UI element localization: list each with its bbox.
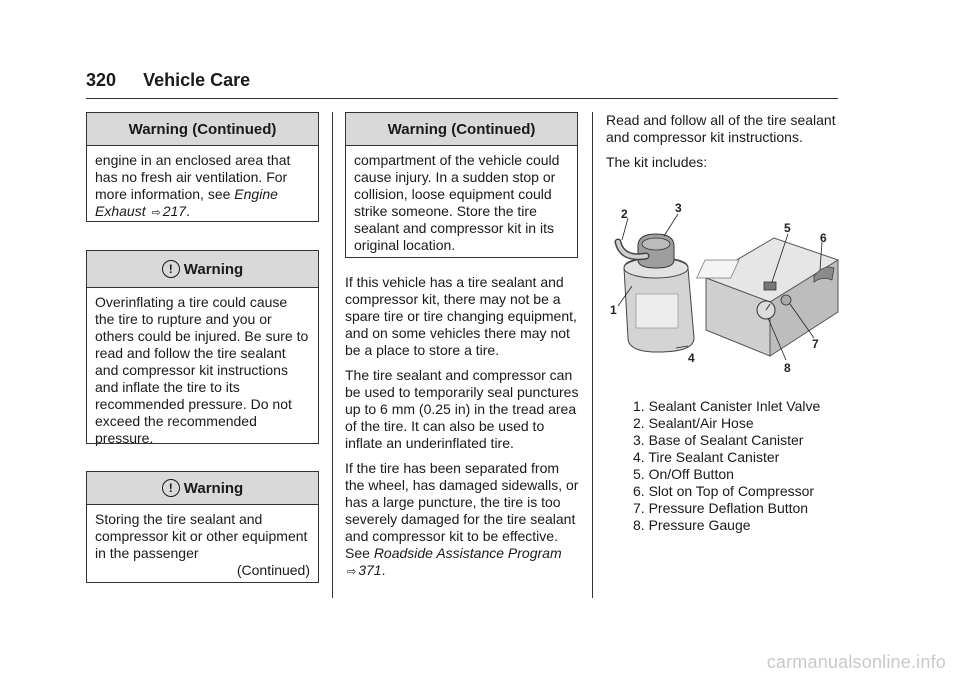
warning-text: Storing the tire sealant and compressor kit or other equipment in the passenger bbox=[95, 511, 308, 561]
roadside-assistance-link[interactable] bbox=[345, 545, 562, 578]
paragraph-3 bbox=[345, 460, 581, 581]
kit-parts-list bbox=[633, 398, 820, 534]
warning-text: engine in an enclosed area that has no fresh air ventilation. For more information, see bbox=[95, 152, 291, 202]
link-page: 371 bbox=[358, 562, 382, 578]
warning-box-header bbox=[87, 251, 318, 288]
warning-box-body bbox=[87, 505, 318, 585]
callout-8: 8 bbox=[784, 361, 791, 375]
column-divider-right bbox=[592, 112, 593, 598]
callout-1: 1 bbox=[610, 303, 617, 317]
warning-box-storing bbox=[86, 471, 319, 583]
list-item: 1. Sealant Canister Inlet Valve bbox=[633, 398, 821, 414]
callout-6: 6 bbox=[820, 231, 827, 245]
section-title: Vehicle Care bbox=[143, 70, 251, 90]
warning-text: compartment of the vehicle could cause injury. In a sudden stop or collision, loose equipment could strike someone. Store the tire sealant and compressor kit in its original location. bbox=[354, 152, 560, 253]
warning-box-title: Warning (Continued) bbox=[346, 113, 577, 146]
continued-label: (Continued) bbox=[236, 562, 310, 578]
warning-box-title: Warning (Continued) bbox=[87, 113, 318, 146]
warning-box-header bbox=[87, 472, 318, 505]
link-label: Engine Exhaust bbox=[95, 186, 278, 219]
warning-box-overinflating bbox=[86, 250, 319, 444]
page-ref-arrow-icon: ⇨ bbox=[151, 207, 161, 219]
callout-7: 7 bbox=[812, 337, 819, 351]
callout-2: 2 bbox=[621, 207, 628, 221]
paragraph-2: The tire sealant and compressor can be used to temporarily seal punctures up to 6 mm (0.25 in) in the tread area of the tire. It can also be used to inflate an underinflated tire. bbox=[345, 367, 579, 451]
page-ref-arrow-icon: ⇨ bbox=[347, 566, 357, 578]
paragraph-intro: Read and follow all of the tire sealant and compressor kit instructions. bbox=[606, 112, 836, 145]
sealant-kit-illustration bbox=[606, 198, 842, 378]
warning-box-body bbox=[346, 146, 577, 260]
warning-box-title: Warning bbox=[183, 479, 244, 497]
paragraph-1: If this vehicle has a tire sealant and compressor kit, there may not be a spare tire or tire changing equipment, and on some vehicles there may not be a place to store a tire. bbox=[345, 274, 577, 358]
paragraph-3-text: If the tire has been separated from the wheel, has damaged sidewalls, or has a large puncture, the tire is too severely damaged for the tire sealant and compressor kit to be effective. See bbox=[345, 460, 579, 561]
warning-box-title: Warning bbox=[183, 260, 244, 278]
list-item: 5. On/Off Button bbox=[633, 466, 734, 482]
list-item: 4. Tire Sealant Canister bbox=[633, 449, 780, 465]
warning-box-continued-2 bbox=[345, 112, 578, 258]
list-item: 3. Base of Sealant Canister bbox=[633, 432, 804, 448]
page-number: 320 bbox=[86, 70, 117, 90]
kit-includes-label: The kit includes: bbox=[606, 154, 708, 170]
header-rule bbox=[86, 98, 838, 99]
sealant-canister-icon bbox=[618, 234, 694, 352]
warning-box-continued-1 bbox=[86, 112, 319, 222]
column-divider-left bbox=[332, 112, 333, 598]
callout-4: 4 bbox=[688, 351, 695, 365]
page-header bbox=[86, 70, 250, 91]
list-item: 8. Pressure Gauge bbox=[633, 517, 751, 533]
warning-box-body bbox=[87, 146, 318, 228]
link-page: 217 bbox=[162, 203, 187, 219]
list-item: 2. Sealant/Air Hose bbox=[633, 415, 754, 431]
sentence-end: . bbox=[381, 562, 386, 578]
sentence-end: . bbox=[186, 203, 190, 219]
callout-5: 5 bbox=[784, 221, 791, 235]
callout-3: 3 bbox=[675, 201, 682, 215]
list-item: 6. Slot on Top of Compressor bbox=[633, 483, 815, 499]
warning-icon: ! bbox=[162, 479, 180, 497]
watermark: carmanualsonline.info bbox=[766, 652, 946, 672]
middle-column-text bbox=[345, 274, 581, 589]
right-column-text bbox=[606, 112, 838, 179]
warning-icon: ! bbox=[162, 260, 180, 278]
link-label: Roadside Assistance Program bbox=[373, 545, 562, 561]
list-item: 7. Pressure Deflation Button bbox=[633, 500, 809, 516]
warning-box-body bbox=[87, 288, 318, 453]
warning-text: Overinflating a tire could cause the tire to rupture and you or others could be injured. Be sure to read and follow the tire sealant and compressor kit instructions and inflate the tire to its recommended pressure. Do not exceed the recommended pressure. bbox=[95, 294, 309, 446]
